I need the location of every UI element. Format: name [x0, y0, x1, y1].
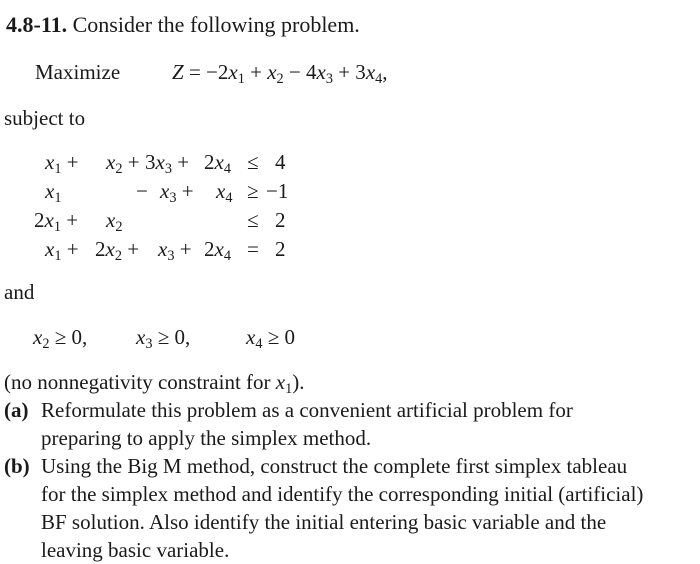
part-b-text: Using the Big M method, construct the complete first simplex tableau for the simplex method and identify the corresponding initial (artificial) BF solution. Also identify the initial entering basic variable and the leaving basic variable. [41, 454, 644, 562]
rhs-1: 4 [275, 150, 286, 174]
nonneg-x3: $x_3 \ge 0$, [136, 325, 191, 352]
part-a-label: (a) [4, 398, 29, 422]
subject-to-label: subject to [4, 106, 86, 130]
problem-heading [6, 14, 360, 36]
rhs-3: 2 [275, 208, 286, 232]
rhs-4: 2 [275, 237, 286, 261]
relation-4: = [247, 237, 259, 261]
relation-1: ≤ [247, 150, 259, 174]
part-a [4, 396, 644, 452]
objective-keyword: Maximize [35, 60, 121, 84]
and-label: and [4, 280, 35, 304]
objective-expression: $Z = -2x_1 + x_2 - 4x_3 + 3x_4$, [172, 60, 388, 87]
nonneg-x4: $x_4 \ge 0$ [246, 325, 295, 352]
part-b-label: (b) [4, 454, 30, 478]
relation-3: ≤ [247, 208, 259, 232]
nonneg-x2: $x_2 \ge 0$, [33, 325, 88, 352]
problem-number: 4.8-11. [6, 12, 68, 37]
problem-intro: Consider the following problem. [72, 12, 360, 37]
part-b [4, 452, 644, 564]
note-text: (no nonnegativity constraint for $x_1$). [4, 370, 305, 397]
relation-2: ≥ [247, 179, 259, 203]
part-a-text: Reformulate this problem as a convenient artificial problem for preparing to apply the simplex method. [41, 398, 573, 450]
rhs-2: −1 [266, 179, 289, 203]
